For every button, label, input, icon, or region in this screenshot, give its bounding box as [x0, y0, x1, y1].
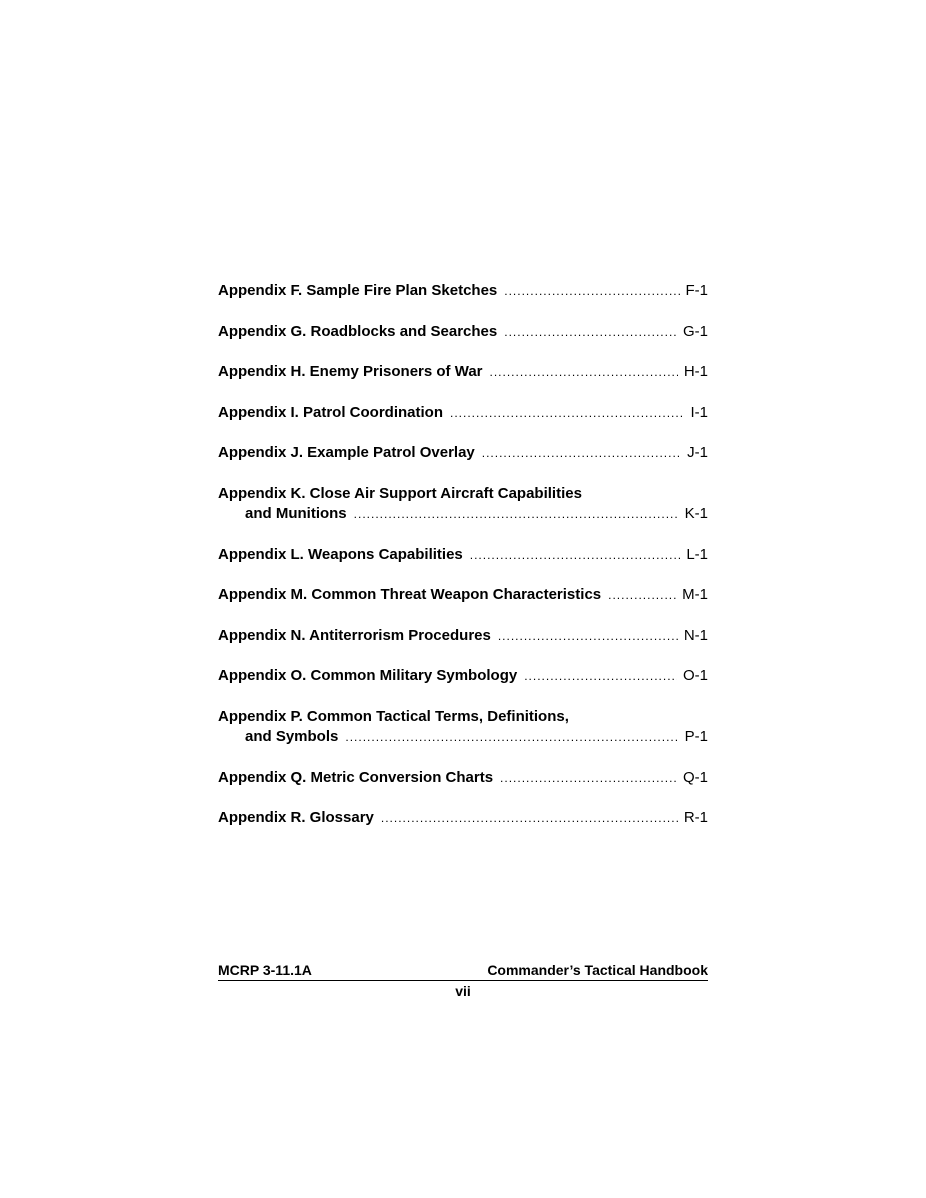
toc-entry-page: G-1: [682, 322, 708, 340]
toc-entry-appendix-q[interactable]: [218, 768, 708, 788]
page-footer: [218, 962, 708, 981]
toc-entry-title: Appendix Q. Metric Conversion Charts: [218, 768, 494, 786]
toc-entry-appendix-m[interactable]: [218, 585, 708, 605]
toc-entry-page: O-1: [682, 667, 708, 685]
toc-entry-appendix-n[interactable]: [218, 626, 708, 646]
toc-entry-page: H-1: [683, 363, 708, 381]
toc-entry-title-continued: and Munitions: [245, 504, 347, 522]
toc-entry-page: K-1: [684, 504, 708, 522]
dot-leader: [608, 585, 676, 605]
footer-divider: [218, 980, 708, 981]
handbook-title: Commander’s Tactical Handbook: [487, 962, 708, 978]
toc-entry-appendix-l[interactable]: [218, 545, 708, 565]
toc-entry-title: Appendix P. Common Tactical Terms, Definitions,: [218, 707, 569, 725]
dot-leader: [504, 322, 677, 342]
toc-entry-page: R-1: [683, 809, 708, 827]
toc-entry-appendix-i[interactable]: [218, 403, 708, 423]
toc-entry-appendix-k[interactable]: [218, 484, 708, 524]
toc-entry-page: F-1: [685, 282, 708, 299]
dot-leader: [498, 626, 678, 646]
toc-entry-title: Appendix O. Common Military Symbology: [218, 667, 518, 685]
dot-leader: [500, 768, 677, 788]
table-of-contents: [218, 281, 708, 849]
toc-entry-title: Appendix J. Example Patrol Overlay: [218, 444, 475, 462]
toc-entry-title: Appendix F. Sample Fire Plan Sketches: [218, 282, 498, 299]
toc-entry-title-continued: and Symbols: [245, 727, 339, 745]
publication-number: MCRP 3-11.1A: [218, 962, 312, 978]
toc-entry-page: N-1: [683, 626, 708, 644]
toc-entry-title: Appendix G. Roadblocks and Searches: [218, 322, 498, 340]
toc-entry-appendix-p[interactable]: [218, 707, 708, 747]
toc-entry-page: L-1: [686, 545, 708, 563]
toc-entry-title: Appendix M. Common Threat Weapon Characteristics: [218, 586, 602, 604]
dot-leader: [504, 281, 679, 301]
toc-entry-title: Appendix L. Weapons Capabilities: [218, 545, 463, 563]
toc-entry-appendix-j[interactable]: [218, 443, 708, 463]
toc-entry-page: I-1: [690, 403, 708, 421]
dot-leader: [354, 504, 679, 524]
toc-entry-title: Appendix K. Close Air Support Aircraft Capabilities: [218, 484, 582, 502]
toc-entry-appendix-r[interactable]: [218, 808, 708, 828]
toc-entry-page: Q-1: [682, 768, 708, 786]
toc-entry-appendix-h[interactable]: [218, 362, 708, 382]
toc-entry-page: M-1: [682, 586, 708, 604]
dot-leader: [482, 443, 681, 463]
toc-entry-title: Appendix I. Patrol Coordination: [218, 403, 443, 421]
dot-leader: [381, 808, 678, 828]
toc-entry-title: Appendix H. Enemy Prisoners of War: [218, 363, 483, 381]
toc-entry-page: J-1: [687, 444, 708, 462]
dot-leader: [470, 545, 681, 565]
toc-entry-title: Appendix N. Antiterrorism Procedures: [218, 626, 491, 644]
toc-entry-appendix-o[interactable]: [218, 666, 708, 686]
toc-entry-appendix-g[interactable]: [218, 322, 708, 342]
dot-leader: [524, 666, 677, 686]
dot-leader: [450, 403, 684, 423]
toc-entry-title: Appendix R. Glossary: [218, 809, 374, 827]
toc-entry-appendix-f[interactable]: [218, 281, 708, 301]
dot-leader: [490, 362, 678, 382]
dot-leader: [345, 727, 678, 747]
page-number: vii: [455, 983, 471, 999]
toc-entry-page: P-1: [684, 727, 708, 745]
